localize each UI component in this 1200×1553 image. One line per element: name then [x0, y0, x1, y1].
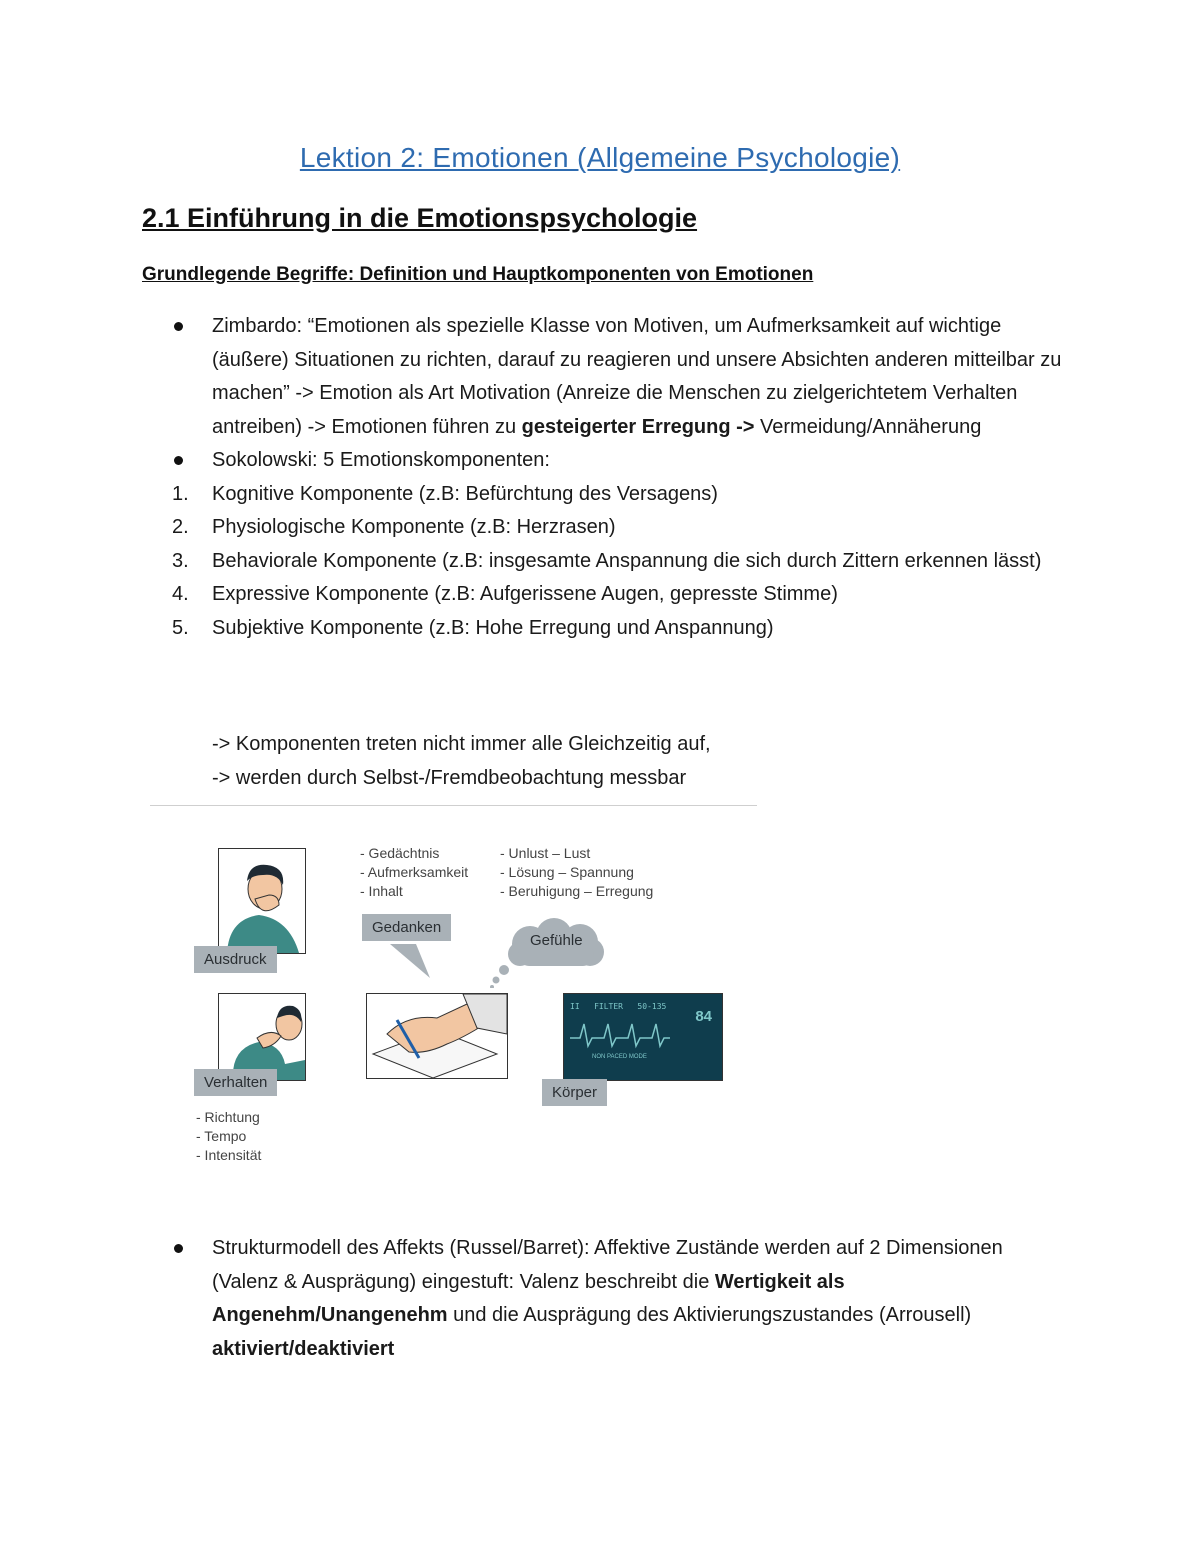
- list-item-zimbardo: [172, 310, 1072, 444]
- bullet-icon: [174, 322, 183, 331]
- component-number: 5.: [172, 616, 189, 639]
- component-item: [172, 578, 1072, 612]
- koerper-illustration: [563, 993, 723, 1081]
- component-text: Subjektive Komponente (z.B: Hohe Erregung und Anspannung): [212, 616, 774, 639]
- component-text: Behaviorale Komponente (z.B: insgesamte Anspannung die sich durch Zittern erkennen lässt): [212, 549, 1042, 572]
- note-line: -> Komponenten treten nicht immer alle Gleichzeitig auf,: [212, 733, 711, 755]
- verhalten-list: - Richtung - Tempo - Intensität: [196, 1109, 262, 1163]
- writing-hand-icon: [367, 994, 507, 1078]
- koerper-label: Körper: [542, 1079, 607, 1106]
- monitor-filter: II FILTER 50-135: [570, 1002, 667, 1011]
- person-coughing-icon: [219, 994, 305, 1080]
- note-line: -> werden durch Selbst-/Fremdbeobachtung messbar: [212, 767, 687, 789]
- thought-cloud-icon: [490, 918, 620, 988]
- emotion-components-figure: [190, 838, 730, 1168]
- divider: [150, 805, 757, 806]
- subsection-heading: Grundlegende Begriffe: Definition und Hauptkomponenten von Emotionen: [142, 264, 814, 285]
- monitor-mode: NON PACED MODE: [592, 1054, 647, 1060]
- component-text: Expressive Komponente (z.B: Aufgerissene Augen, gepresste Stimme): [212, 583, 838, 605]
- zimbardo-text: Zimbardo: “Emotionen als spezielle Klasse von Motiven, um Aufmerksamkeit auf wichtige (äußere) Situationen zu richten, darauf zu reagieren und unsere Absichten anderen mitteilbar zu machen” -> Emotion als Art Motivation (Anreize die Menschen zu zielgerichtetem Verhalten antreiben) -> Emotionen führen zu: [212, 315, 1062, 438]
- verhalten-label: Verhalten: [194, 1069, 277, 1096]
- struktur-text-1: Strukturmodell des Affekts (Russel/Barret): Affektive Zustände werden auf 2 Dimensionen (Valenz & Ausprägung) eingestuft: Valenz beschreibt die: [212, 1237, 1003, 1293]
- gefuehle-list: - Unlust – Lust - Lösung – Spannung - Beruhigung – Erregung: [500, 845, 654, 899]
- component-number: 1.: [172, 482, 189, 505]
- struktur-text-2: und die Ausprägung des Aktivierungszustandes (Arrousell): [447, 1304, 972, 1326]
- component-item: [172, 545, 1072, 579]
- definition-list: [172, 310, 1072, 645]
- zimbardo-tail: Vermeidung/Annäherung: [754, 415, 982, 438]
- heartbeat-icon: [570, 1020, 670, 1050]
- component-text: Kognitive Komponente (z.B: Befürchtung des Versagens): [212, 482, 718, 505]
- sokolowski-text: Sokolowski: 5 Emotionskomponenten:: [212, 449, 550, 471]
- bullet-icon: [174, 1244, 183, 1253]
- heart-rate-value: 84: [695, 1008, 712, 1025]
- section-heading: 2.1 Einführung in die Emotionspsychologie: [142, 203, 698, 233]
- page-title: Lektion 2: Emotionen (Allgemeine Psychologie): [299, 142, 901, 173]
- list-item-sokolowski: [172, 444, 1072, 478]
- gedanken-label: Gedanken: [362, 914, 451, 941]
- gefuehle-label: Gefühle: [530, 932, 583, 949]
- component-item: [172, 478, 1072, 512]
- bullet-icon: [174, 456, 183, 465]
- speech-pointer-icon: [390, 944, 440, 978]
- gedanken-list: - Gedächtnis - Aufmerksamkeit - Inhalt: [360, 845, 469, 899]
- zimbardo-bold: gesteigerter Erregung ->: [521, 415, 755, 438]
- ausdruck-label: Ausdruck: [194, 946, 277, 973]
- component-number: 2.: [172, 516, 189, 538]
- component-item: [172, 612, 1072, 646]
- component-item: [172, 511, 1072, 545]
- ausdruck-illustration: [218, 848, 306, 954]
- component-number: 3.: [172, 549, 189, 572]
- person-covering-mouth-icon: [219, 849, 305, 953]
- strukturmodell-list: [172, 1232, 1072, 1366]
- list-item-strukturmodell: [172, 1232, 1072, 1366]
- component-text: Physiologische Komponente (z.B: Herzrasen): [212, 516, 616, 538]
- component-number: 4.: [172, 583, 189, 605]
- struktur-bold-1: Wertigkeit als Angenehm/Unangenehm: [212, 1270, 845, 1326]
- gedanken-illustration: [366, 993, 508, 1079]
- struktur-bold-2: aktiviert/deaktiviert: [212, 1337, 395, 1360]
- verhalten-illustration: [218, 993, 306, 1081]
